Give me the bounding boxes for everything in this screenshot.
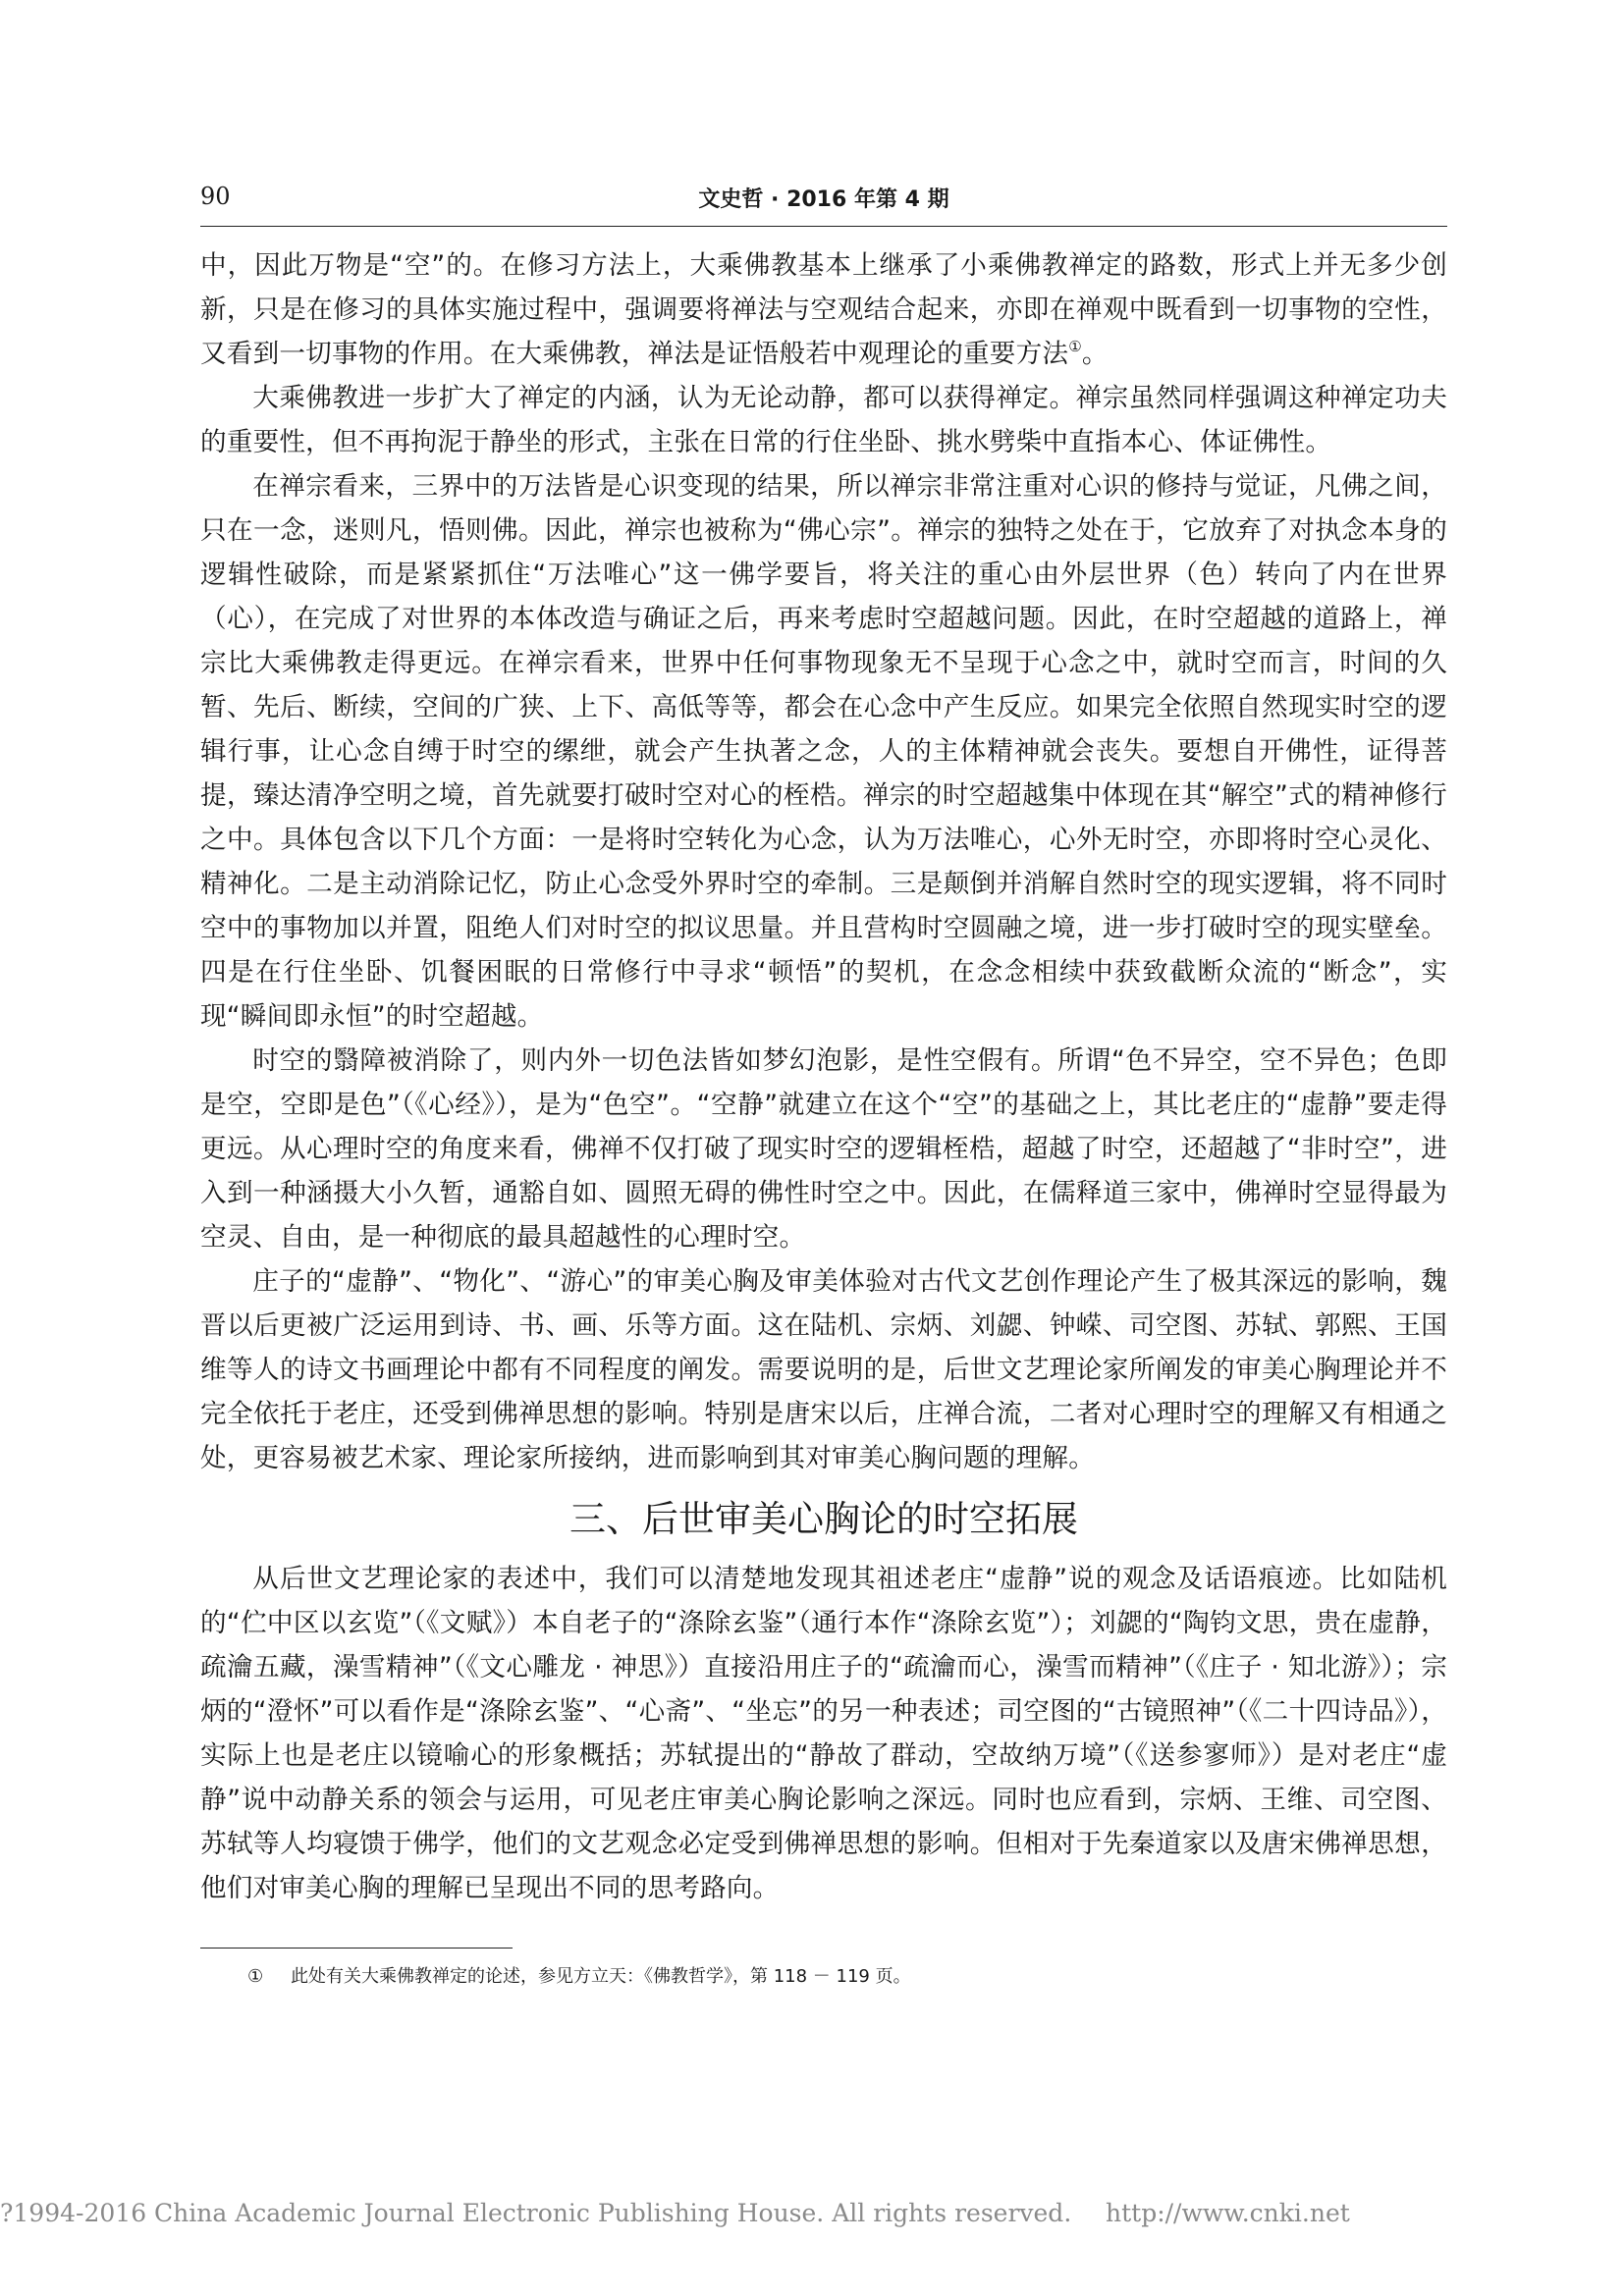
article-body bbox=[200, 243, 1447, 1910]
paragraph-2: 大乘佛教进一步扩大了禅定的内涵，认为无论动静，都可以获得禅定。禅宗虽然同样强调这种禅定功夫的重要性，但不再拘泥于静坐的形式，主张在日常的行住坐卧、挑水劈柴中直指本心、体证佛性。 bbox=[200, 383, 1447, 457]
paragraph-4: 时空的翳障被消除了，则内外一切色法皆如梦幻泡影，是性空假有。所谓“色不异空，空不异色；色即是空，空即是色”（《心经》），是为“色空”。“空静”就建立在这个“空”的基础之上，其比老庄的“虚静”要走得更远。从心理时空的角度来看，佛禅不仅打破了现实时空的逻辑桎梏，超越了时空，还超越了“非时空”，进入到一种涵摄大小久暂，通豁自如、圆照无碍的佛性时空之中。因此，在儒释道三家中，佛禅时空显得最为空灵、自由，是一种彻底的最具超越性的心理时空。 bbox=[200, 1045, 1447, 1253]
footnote bbox=[247, 1963, 1426, 1991]
paragraph-1-end: 。 bbox=[1081, 339, 1109, 369]
header-rule bbox=[200, 226, 1447, 227]
copyright-footer bbox=[0, 2199, 1624, 2234]
running-header bbox=[200, 183, 1447, 222]
paragraph-5: 庄子的“虚静”、“物化”、“游心”的审美心胸及审美体验对古代文艺创作理论产生了极其深远的影响，魏晋以后更被广泛运用到诗、书、画、乐等方面。这在陆机、宗炳、刘勰、钟嵘、司空图、苏轼、郭熙、王国维等人的诗文书画理论中都有不同程度的阐发。需要说明的是，后世文艺理论家所阐发的审美心胸理论并不完全依托于老庄，还受到佛禅思想的影响。特别是唐宋以后，庄禅合流，二者对心理时空的理解又有相通之处，更容易被艺术家、理论家所接纳，进而影响到其对审美心胸问题的理解。 bbox=[200, 1266, 1447, 1473]
cnki-link[interactable]: http://www.cnki.net bbox=[1106, 2199, 1350, 2227]
copyright-notice: ?1994-2016 China Academic Journal Electronic Publishing House. All rights reserved. bbox=[0, 2199, 1072, 2227]
paragraph-1-text: 中，因此万物是“空”的。在修习方法上，大乘佛教基本上继承了小乘佛教禅定的路数，形式上并无多少创新，只是在修习的具体实施过程中，强调要将禅法与空观结合起来，亦即在禅观中既看到一切事物的空性，又看到一切事物的作用。在大乘佛教，禅法是证悟般若中观理论的重要方法 bbox=[200, 250, 1447, 369]
section-heading: 三、后世审美心胸论的时空拓展 bbox=[569, 1498, 1078, 1540]
paragraph-3: 在禅宗看来，三界中的万法皆是心识变现的结果，所以禅宗非常注重对心识的修持与觉证，凡佛之间，只在一念，迷则凡，悟则佛。因此，禅宗也被称为“佛心宗”。禅宗的独特之处在于，它放弃了对执念本身的逻辑性破除，而是紧紧抓住“万法唯心”这一佛学要旨，将关注的重心由外层世界（色）转向了内在世界（心），在完成了对世界的本体改造与确证之后，再来考虑时空超越问题。因此，在时空超越的道路上，禅宗比大乘佛教走得更远。在禅宗看来，世界中任何事物现象无不呈现于心念之中，就时空而言，时间的久暂、先后、断续，空间的广狭、上下、高低等等，都会在心念中产生反应。如果完全依照自然现实时空的逻辑行事，让心念自缚于时空的缧绁，就会产生执著之念，人的主体精神就会丧失。要想自开佛性，证得菩提，臻达清净空明之境，首先就要打破时空对心的桎梏。禅宗的时空超越集中体现在其“解空”式的精神修行之中。具体包含以下几个方面：一是将时空转化为心念，认为万法唯心，心外无时空，亦即将时空心灵化、精神化。二是主动消除记忆，防止心念受外界时空的牵制。三是颠倒并消解自然时空的现实逻辑，将不同时空中的事物加以并置，阻绝人们对时空的拟议思量。并且营构时空圆融之境，进一步打破时空的现实壁垒。四是在行住坐卧、饥餐困眠的日常修行中寻求“顿悟”的契机，在念念相续中获致截断众流的“断念”，实现“瞬间即永恒”的时空超越。 bbox=[200, 471, 1447, 1032]
footnote-marker: ① bbox=[247, 1966, 264, 1987]
journal-title: 文史哲 · 2016 年第 4 期 bbox=[698, 187, 949, 212]
footnote-rule bbox=[200, 1948, 513, 1949]
footnote-text: 此处有关大乘佛教禅定的论述，参见方立天：《佛教哲学》，第 118 － 119 页。 bbox=[291, 1966, 911, 1987]
paragraph-6: 从后世文艺理论家的表述中，我们可以清楚地发现其祖述老庄“虚静”说的观念及话语痕迹。比如陆机的“伫中区以玄览”（《文赋》）本自老子的“涤除玄鉴”（通行本作“涤除玄览”）；刘勰的“陶钧文思，贵在虚静，疏瀹五藏，澡雪精神”（《文心雕龙 · 神思》）直接沿用庄子的“疏瀹而心，澡雪而精神”（《庄子 · 知北游》）；宗炳的“澄怀”可以看作是“涤除玄鉴”、“心斋”、“坐忘”的另一种表述；司空图的“古镜照神”（《二十四诗品》），实际上也是老庄以镜喻心的形象概括；苏轼提出的“静故了群动，空故纳万境”（《送参寥师》）是对老庄“虚静”说中动静关系的领会与运用，可见老庄审美心胸论影响之深远。同时也应看到，宗炳、王维、司空图、苏轼等人均寝馈于佛学，他们的文艺观念必定受到佛禅思想的影响。但相对于先秦道家以及唐宋佛禅思想，他们对审美心胸的理解已呈现出不同的思考路向。 bbox=[200, 1564, 1447, 1903]
page-number: 90 bbox=[200, 183, 231, 210]
footnote-reference[interactable]: ① bbox=[1068, 338, 1082, 355]
paragraph-1 bbox=[200, 243, 1447, 376]
